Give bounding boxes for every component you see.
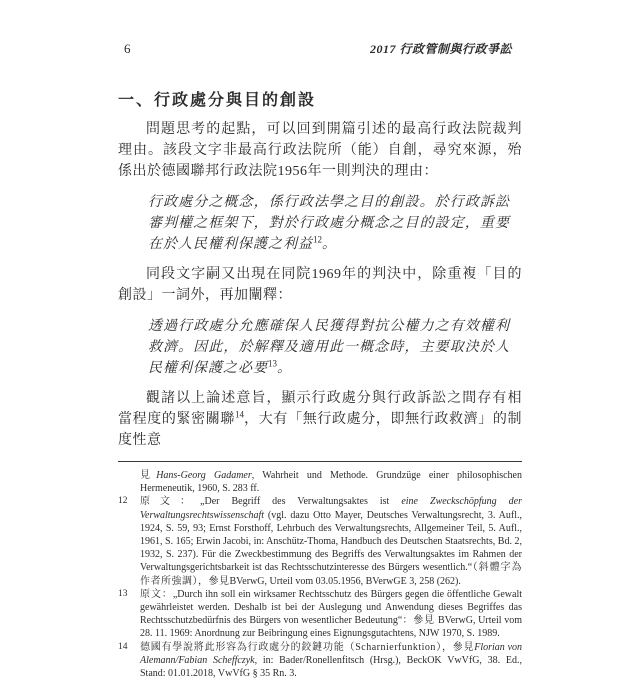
paragraph-3-text: 觀諸以上論述意旨，顯示行政處分與行政訴訟之間存有相當程度的緊密關聯: [118, 391, 522, 427]
footnote-text-segment: BVerwG, Urteil vom 28. 11. 1969: Anordnung zur Beibringung eines Eignungsgutachtens, NJW 1970, S. 1989.: [140, 615, 523, 640]
footnote-text-segment: , Wahrheit und Methode. Grundzüge einer philosophischen Hermeneutik, 1960, S. 283 ff.: [140, 470, 522, 495]
footnote-ref-12: 12: [313, 234, 322, 245]
footnote-text-segment: (vgl. dazu Otto Mayer, Deutsches Verwaltungsrecht, 3. Aufl., 1924, S. 59, 93; Ernst Forsthoff, Lehrbuch des Verwaltungsrechts, Allgemeiner Teil, 5. Aufl., 1961, S. 165; Erwin Jacobi, in: Anschütz-Thoma, Handbuch des Deutschen Staatsrechts, Bd. 2, 1932, S. 237). Für die Zweckbestimmung des Begriffs des Verwaltungsaktes im Rahmen der Verwaltungsgerichtsbarkeit ist das Rechtsschutzinteresse des Bürgers wesentlich.“: [140, 509, 522, 574]
footnote-text-segment: Florian von Alemann/Fabian Scheffczyk: [140, 641, 523, 666]
footnote-number: 12: [118, 496, 128, 507]
paragraph-1: 問題思考的起點，可以回到開篇引述的最高行政法院裁判理由。該段文字非最高行政法院所（能）自創，尋究來源，殆係出於德國聯邦行政法院1956年一則判決的理由：: [118, 122, 522, 179]
footnote-ref-14: 14: [235, 409, 245, 420]
page-header: [118, 40, 522, 57]
quote-2: [148, 316, 510, 379]
footnote-number: 13: [118, 588, 128, 599]
page-body: [118, 87, 522, 680]
quote-1: [148, 192, 510, 255]
footnote-12: [118, 495, 522, 587]
footnote-14: [118, 641, 522, 680]
footnotes: [118, 469, 522, 680]
footnote-text-segment: BVerwG, Urteil vom 03.05.1956, BVerwGE 3, 258 (262).: [229, 575, 461, 587]
quote-1-text: 行政處分之概念，係行政法學之目的創設。於行政訴訟審判權之框架下，對於行政處分概念之目的設定，重要在於人民權利保護之利益: [148, 195, 510, 252]
paragraph-3-end: ，大有「無行政處分，即無行政救濟」的制度性意: [118, 412, 523, 448]
paragraph-3: [118, 388, 522, 451]
section-heading: 一、行政處分與目的創設: [118, 92, 317, 109]
footnote-text-segment: 見: [140, 470, 157, 481]
footnote-text-segment: „Der Begriff des Verwaltungsaktes ist: [200, 496, 402, 508]
footnote-continuation: [118, 469, 522, 495]
footnote-text-segment: eine Zweckschöpfung der Verwaltungsrechtswissenschaft: [140, 496, 523, 521]
footnote-separator: [118, 461, 522, 462]
footnote-text-segment: 德國有學說將此形容為行政處分的鉸鏈功能（Scharnierfunktion），參見: [140, 641, 475, 653]
quote-1-end: 。: [322, 237, 337, 252]
footnote-text-segment: 原文：: [140, 588, 173, 600]
footnote-text-segment: Hans-Georg Gadamer: [156, 470, 252, 481]
footnote-number: 14: [118, 641, 128, 652]
footnote-ref-13: 13: [268, 358, 277, 369]
footnote-text-segment: , in: Bader/Ronellenfitsch (Hrsg.), BeckOK VwVfG, 38. Ed., Stand: 01.01.2018, VwVfG § 35 Rn. 3.: [140, 654, 522, 680]
quote-2-end: 。: [277, 361, 292, 376]
footnote-text-segment: ：參見: [402, 615, 438, 627]
footnote-text-segment: „Durch ihn soll ein wirksamer Rechtsschutz des Bürgers gegen die öffentliche Gewalt gewährleistet werden. Deshalb ist bei der Auslegung und Anwendung dieses Begriffes das Rechtsschutzbedürfnis des Bürgers von wesentlicher Bedeutung“: [140, 588, 522, 627]
paragraph-2: 同段文字嗣又出現在同院1969年的判決中，除重複「目的創設」一詞外，再加闡釋：: [118, 267, 522, 303]
page-number: 6: [124, 41, 131, 56]
running-title: 2017 行政管制與行政爭訟: [369, 42, 512, 56]
quote-2-text: 透過行政處分允應確保人民獲得對抗公權力之有效權利救濟。因此，於解釋及適用此一概念時，主要取決於人民權利保護之必要: [148, 319, 510, 376]
footnote-text-segment: （斜體字為作者所強調），參見: [140, 562, 522, 587]
footnote-text-segment: 原文：: [140, 496, 201, 508]
footnote-13: [118, 588, 522, 641]
